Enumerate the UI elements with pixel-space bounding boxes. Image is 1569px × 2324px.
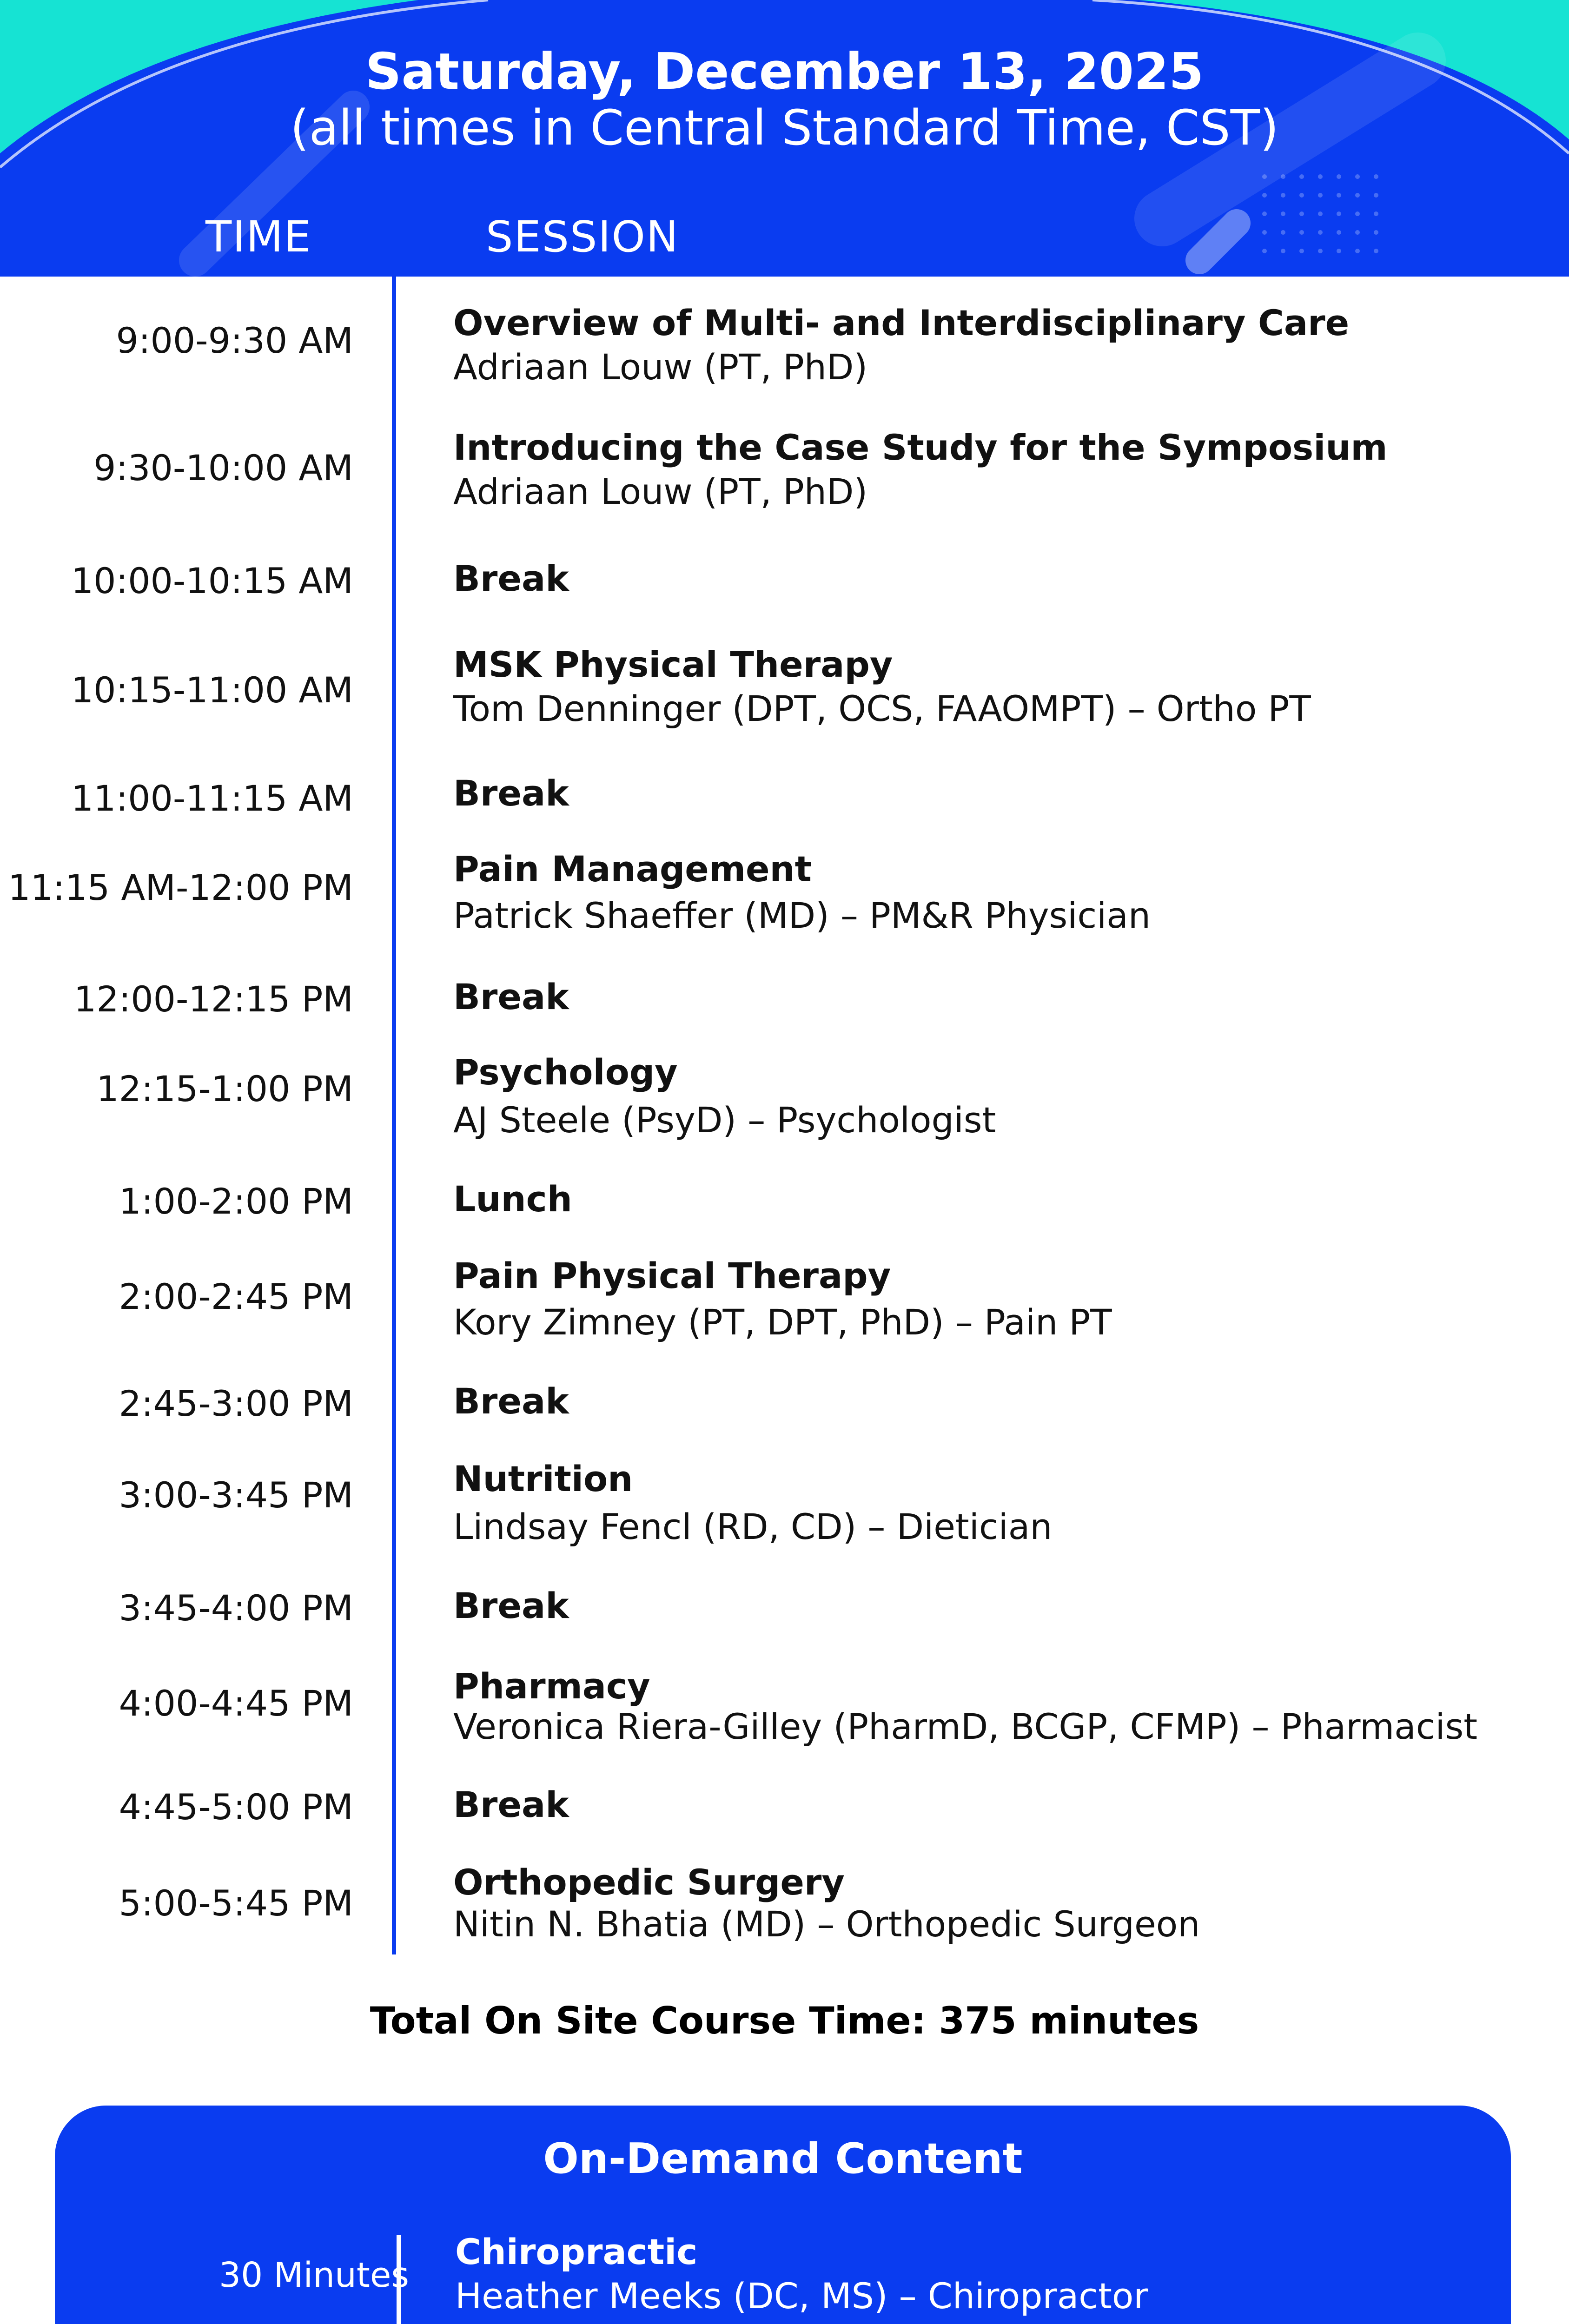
session-speaker: Adriaan Louw (PT, PhD) — [453, 471, 868, 512]
session-time: 1:00-2:00 PM — [119, 1181, 353, 1222]
session-title: Nutrition — [453, 1458, 633, 1499]
session-time: 2:45-3:00 PM — [119, 1383, 353, 1424]
session-title: Psychology — [453, 1051, 678, 1093]
header-banner — [0, 0, 1569, 277]
session-time: 3:00-3:45 PM — [119, 1474, 353, 1516]
schedule-divider — [392, 277, 396, 1954]
session-speaker: Kory Zimney (PT, DPT, PhD) – Pain PT — [453, 1301, 1112, 1343]
session-title: Break — [453, 772, 569, 814]
session-time: 10:15-11:00 AM — [71, 669, 353, 711]
session-speaker: Tom Denninger (DPT, OCS, FAAOMPT) – Ortho PT — [453, 688, 1311, 729]
session-title: Introducing the Case Study for the Symposium — [453, 427, 1388, 468]
session-time: 4:00-4:45 PM — [119, 1683, 353, 1724]
session-title: Pain Management — [453, 848, 812, 890]
session-time: 3:45-4:00 PM — [119, 1587, 353, 1629]
session-time: 11:00-11:15 AM — [71, 778, 353, 819]
session-time: 5:00-5:45 PM — [119, 1882, 353, 1924]
session-speaker: Nitin N. Bhatia (MD) – Orthopedic Surgeon — [453, 1903, 1200, 1945]
session-time: 2:00-2:45 PM — [119, 1276, 353, 1317]
on-demand-duration: 30 Minutes — [219, 2255, 409, 2295]
session-speaker: Lindsay Fencl (RD, CD) – Dietician — [453, 1506, 1053, 1547]
event-date: Saturday, December 13, 2025 — [365, 43, 1204, 101]
session-title: Break — [453, 1585, 569, 1626]
column-header-session: SESSION — [486, 212, 679, 262]
session-time: 10:00-10:15 AM — [71, 560, 353, 601]
column-header-time: TIME — [205, 212, 312, 262]
session-title: Pain Physical Therapy — [453, 1255, 891, 1296]
session-speaker: Adriaan Louw (PT, PhD) — [453, 346, 868, 388]
session-title: Pharmacy — [453, 1665, 650, 1707]
session-title: Break — [453, 1380, 569, 1422]
session-title: Overview of Multi- and Interdisciplinary Care — [453, 302, 1350, 343]
session-time: 12:15-1:00 PM — [96, 1068, 353, 1109]
session-title: MSK Physical Therapy — [453, 644, 893, 685]
session-title: Break — [453, 1784, 569, 1825]
on-demand-title: On-Demand Content — [543, 2134, 1023, 2183]
on-demand-item-speaker: Heather Meeks (DC, MS) – Chiropractor — [455, 2275, 1148, 2317]
session-time: 9:00-9:30 AM — [116, 320, 353, 361]
session-title: Lunch — [453, 1178, 572, 1220]
session-time: 11:15 AM-12:00 PM — [8, 867, 353, 908]
timezone-note: (all times in Central Standard Time, CST) — [290, 99, 1279, 156]
on-demand-item-title: Chiropractic — [455, 2231, 698, 2272]
session-time: 12:00-12:15 PM — [73, 978, 353, 1020]
session-title: Orthopedic Surgery — [453, 1862, 845, 1903]
session-speaker: AJ Steele (PsyD) – Psychologist — [453, 1099, 996, 1141]
session-speaker: Veronica Riera-Gilley (PharmD, BCGP, CFMP) – Pharmacist — [453, 1706, 1477, 1747]
on-demand-panel — [55, 2106, 1511, 2324]
total-course-time: Total On Site Course Time: 375 minutes — [370, 1999, 1199, 2042]
session-time: 9:30-10:00 AM — [93, 447, 353, 489]
session-title: Break — [453, 558, 569, 599]
session-title: Break — [453, 976, 569, 1017]
session-time: 4:45-5:00 PM — [119, 1786, 353, 1828]
session-speaker: Patrick Shaeffer (MD) – PM&R Physician — [453, 895, 1151, 936]
